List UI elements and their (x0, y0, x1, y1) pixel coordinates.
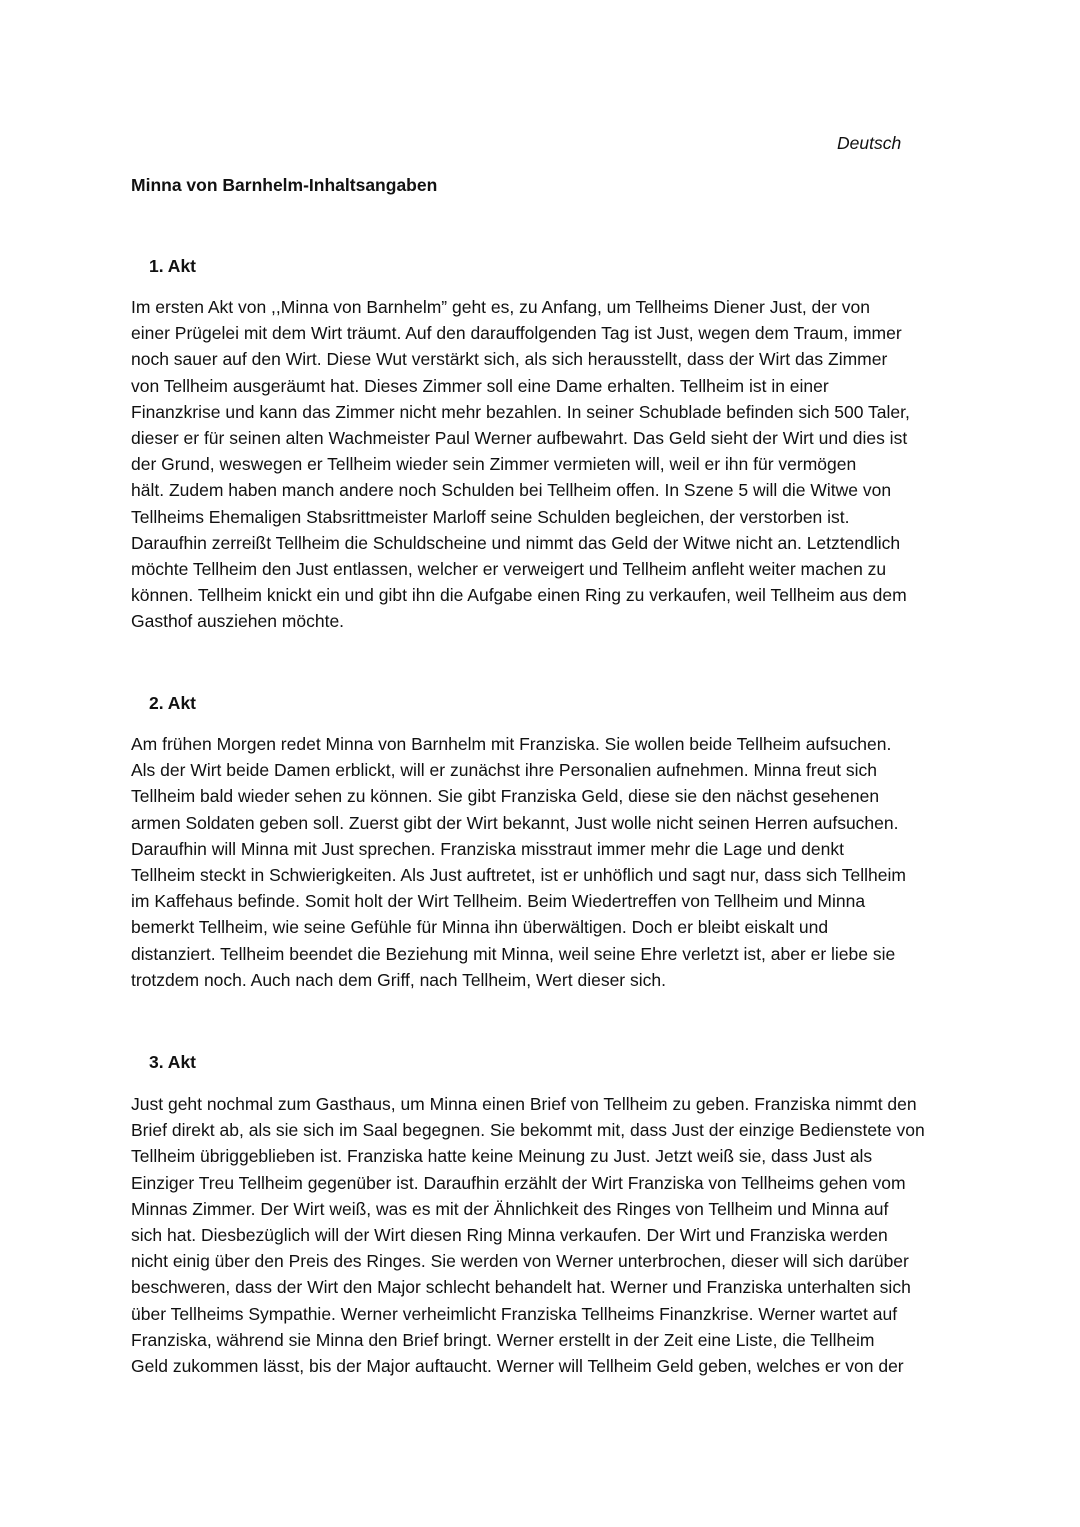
text-line: möchte Tellheim den Just entlassen, welcher er verweigert und Tellheim anfleht weiter machen zu (131, 559, 887, 580)
text-line: distanziert. Tellheim beendet die Beziehung mit Minna, weil seine Ehre verletzt ist, aber er liebe sie (131, 943, 896, 964)
text-line: trotzdem noch. Auch nach dem Griff, nach Tellheim, Wert dieser sich. (131, 969, 666, 990)
act-2-heading: 2. Akt (149, 693, 197, 713)
text-line: Am frühen Morgen redet Minna von Barnhelm mit Franziska. Sie wollen beide Tellheim aufsuchen. (131, 734, 892, 754)
text-line: über Tellheims Sympathie. Werner verheimlicht Franziska Tellheims Finanzkrise. Werner wartet auf (131, 1303, 898, 1324)
text-line: Daraufhin zerreißt Tellheim die Schuldscheine und nimmt das Geld der Witwe nicht an. Letztendlich (131, 532, 901, 553)
text-line: bemerkt Tellheim, wie seine Gefühle für Minna ihn überwältigen. Doch er bleibt eiskalt und (131, 917, 829, 938)
text-line: Tellheim bald wieder sehen zu können. Sie gibt Franziska Geld, diese sie den nächst gesehenen (131, 786, 880, 807)
document-title: Minna von Barnhelm-Inhaltsangaben (131, 175, 438, 195)
text-line: Minnas Zimmer. Der Wirt weiß, was es mit der Ähnlichkeit des Ringes von Tellheim und Minna auf (131, 1198, 889, 1219)
text-line: Daraufhin will Minna mit Just sprechen. Franziska misstraut immer mehr die Lage und denkt (131, 838, 844, 859)
text-line: Tellheims Ehemaligen Stabsrittmeister Marloff seine Schulden begleichen, der verstorben ist. (131, 506, 850, 527)
text-line: noch sauer auf den Wirt. Diese Wut verstärkt sich, als sich herausstellt, dass der Wirt das Zimmer (131, 349, 888, 370)
text-line: hält. Zudem haben manch andere noch Schulden bei Tellheim offen. In Szene 5 will die Witwe von (131, 480, 892, 501)
text-line: Finanzkrise und kann das Zimmer nicht mehr bezahlen. In seiner Schublade befinden sich 500 Taler, (131, 401, 910, 422)
text-line: von Tellheim ausgeräumt hat. Dieses Zimmer soll eine Dame erhalten. Tellheim ist in einer (131, 375, 829, 396)
text-line: Franziska, während sie Minna den Brief bringt. Werner erstellt in der Zeit eine Liste, die Tellheim (131, 1329, 875, 1350)
text-line: der Grund, weswegen er Tellheim wieder sein Zimmer vermieten will, weil er ihn für vermögen (131, 454, 857, 475)
act-1-summary (131, 294, 961, 635)
text-line: Tellheim übriggeblieben ist. Franziska hatte keine Meinung zu Just. Jetzt weiß sie, dass Just als (131, 1146, 873, 1167)
act-1-heading: 1. Akt (149, 256, 197, 276)
text-line: Im ersten Akt von ,,Minna von Barnhelm” geht es, zu Anfang, um Tellheims Diener Just, der von (131, 297, 870, 317)
text-line: armen Soldaten geben soll. Zuerst gibt der Wirt bekannt, Just wolle nicht seinen Herren aufsuchen. (131, 812, 899, 833)
text-line: nicht einig über den Preis des Ringes. Sie werden von Werner unterbrochen, dieser will sich darüber (131, 1251, 909, 1272)
text-line: beschweren, dass der Wirt den Major schlecht behandelt hat. Werner und Franziska unterhalten sich (131, 1277, 911, 1298)
text-line: sich hat. Diesbezüglich will der Wirt diesen Ring Minna verkaufen. Der Wirt und Franziska werden (131, 1225, 888, 1246)
text-line: dieser er für seinen alten Wachmeister Paul Werner aufbewahrt. Das Geld sieht der Wirt und dies ist (131, 428, 908, 449)
text-line: Just geht nochmal zum Gasthaus, um Minna einen Brief von Tellheim zu geben. Franziska nimmt den (131, 1094, 917, 1114)
act-3-summary (131, 1091, 961, 1379)
text-line: Gasthof ausziehen möchte. (131, 611, 345, 632)
text-line: Einziger Treu Tellheim gegenüber ist. Daraufhin erzählt der Wirt Franziska von Tellheims gehen vom (131, 1172, 906, 1193)
text-line: Geld zukommen lässt, bis der Major auftaucht. Werner will Tellheim Geld geben, welches er von der (131, 1356, 904, 1377)
act-3-heading: 3. Akt (149, 1052, 197, 1072)
text-line: Als der Wirt beide Damen erblickt, will er zunächst ihre Personalien aufnehmen. Minna freut sich (131, 760, 878, 781)
text-line: einer Prügelei mit dem Wirt träumt. Auf den darauffolgenden Tag ist Just, wegen dem Traum, immer (131, 323, 902, 344)
subject-label: Deutsch (837, 133, 902, 153)
text-line: können. Tellheim knickt ein und gibt ihn die Aufgabe einen Ring zu verkaufen, weil Tellheim aus dem (131, 585, 907, 606)
text-line: im Kaffehaus befinde. Somit holt der Wirt Tellheim. Beim Wiedertreffen von Tellheim und Minna (131, 891, 866, 912)
text-line: Tellheim steckt in Schwierigkeiten. Als Just auftretet, ist er unhöflich und sagt nur, dass sich Tellheim (131, 865, 906, 886)
text-line: Brief direkt ab, als sie sich im Saal begegnen. Sie bekommt mit, dass Just der einzige Bedienstete von (131, 1120, 925, 1141)
act-2-summary (131, 731, 961, 993)
